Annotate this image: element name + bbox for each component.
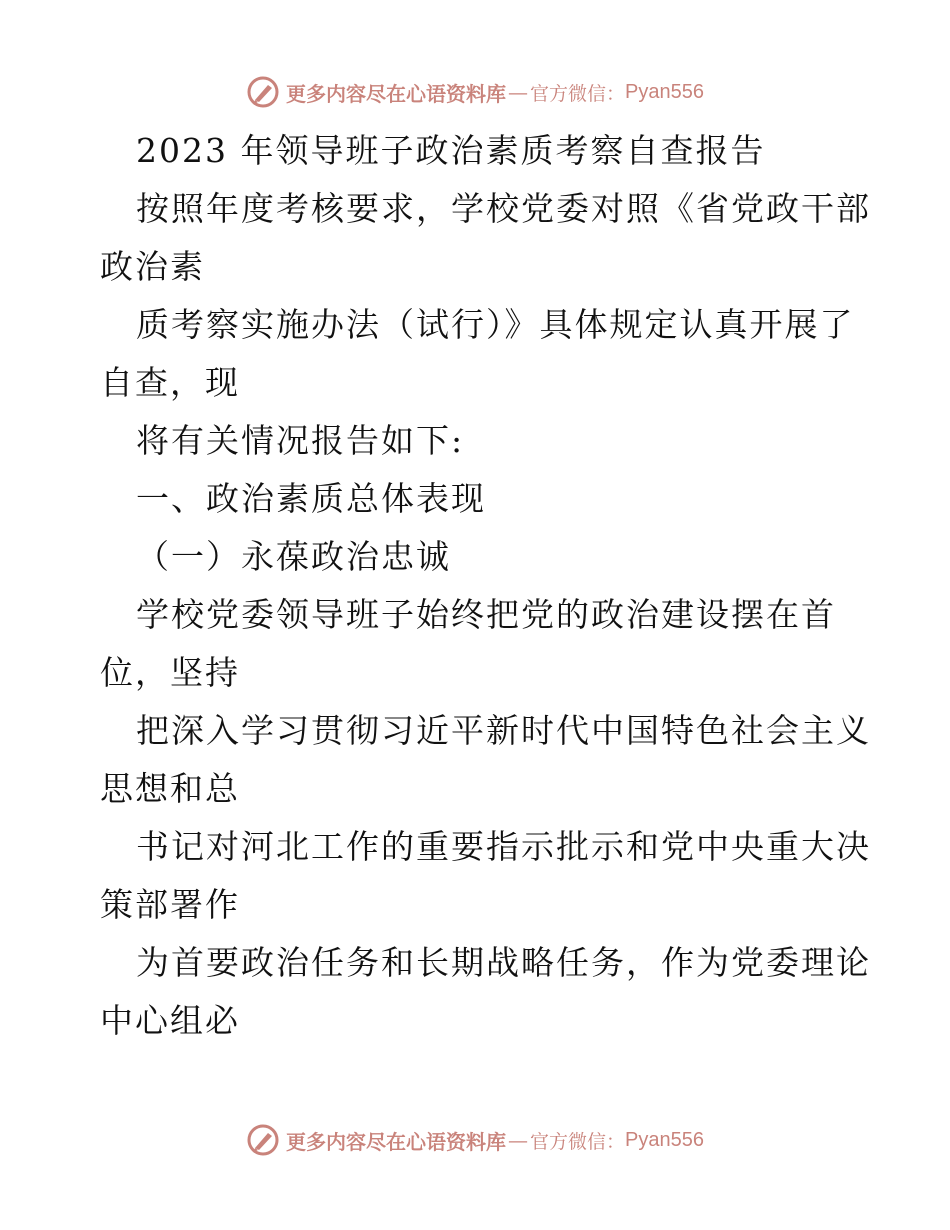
document-line: 策部署作	[100, 885, 240, 924]
document-line: 政治素	[100, 247, 205, 286]
document-line: 把深入学习贯彻习近平新时代中国特色社会主义	[136, 711, 871, 750]
watermark-wechat-id: Pyan556	[625, 1128, 704, 1151]
watermark-wechat-label: 官方微信：	[530, 1130, 626, 1153]
document-line: 中心组必	[100, 1001, 240, 1040]
watermark-dash: —	[508, 80, 528, 104]
document-line: 书记对河北工作的重要指示批示和党中央重大决	[136, 827, 871, 866]
watermark-wechat-id: Pyan556	[625, 80, 704, 103]
document-body	[100, 122, 871, 1050]
document-line: 自查，现	[100, 363, 240, 402]
document-line: 质考察实施办法（试行）》具体规定认真开展了	[136, 305, 855, 344]
pen-logo-icon	[246, 75, 280, 109]
watermark-brand-text: 更多内容尽在心语资料库	[286, 81, 506, 106]
footer-watermark	[0, 1120, 950, 1160]
document-line: 按照年度考核要求，学校党委对照《省党政干部	[136, 189, 871, 228]
watermark-brand-text: 更多内容尽在心语资料库	[286, 1129, 506, 1154]
document-line: 位，坚持	[100, 653, 240, 692]
document-line: 将有关情况报告如下:	[136, 421, 465, 460]
document-line: 思想和总	[100, 769, 240, 808]
pen-logo-icon	[246, 1123, 280, 1157]
watermark-dash: —	[508, 1128, 528, 1152]
watermark-wechat-label: 官方微信：	[530, 82, 626, 105]
document-line: 学校党委领导班子始终把党的政治建设摆在首	[136, 595, 836, 634]
document-line: 为首要政治任务和长期战略任务，作为党委理论	[136, 943, 871, 982]
document-line: （一）永葆政治忠诚	[136, 537, 451, 576]
header-watermark	[0, 72, 950, 112]
document-line: 一、政治素质总体表现	[136, 479, 486, 518]
document-line: 2023 年领导班子政治素质考察自查报告	[136, 131, 766, 170]
